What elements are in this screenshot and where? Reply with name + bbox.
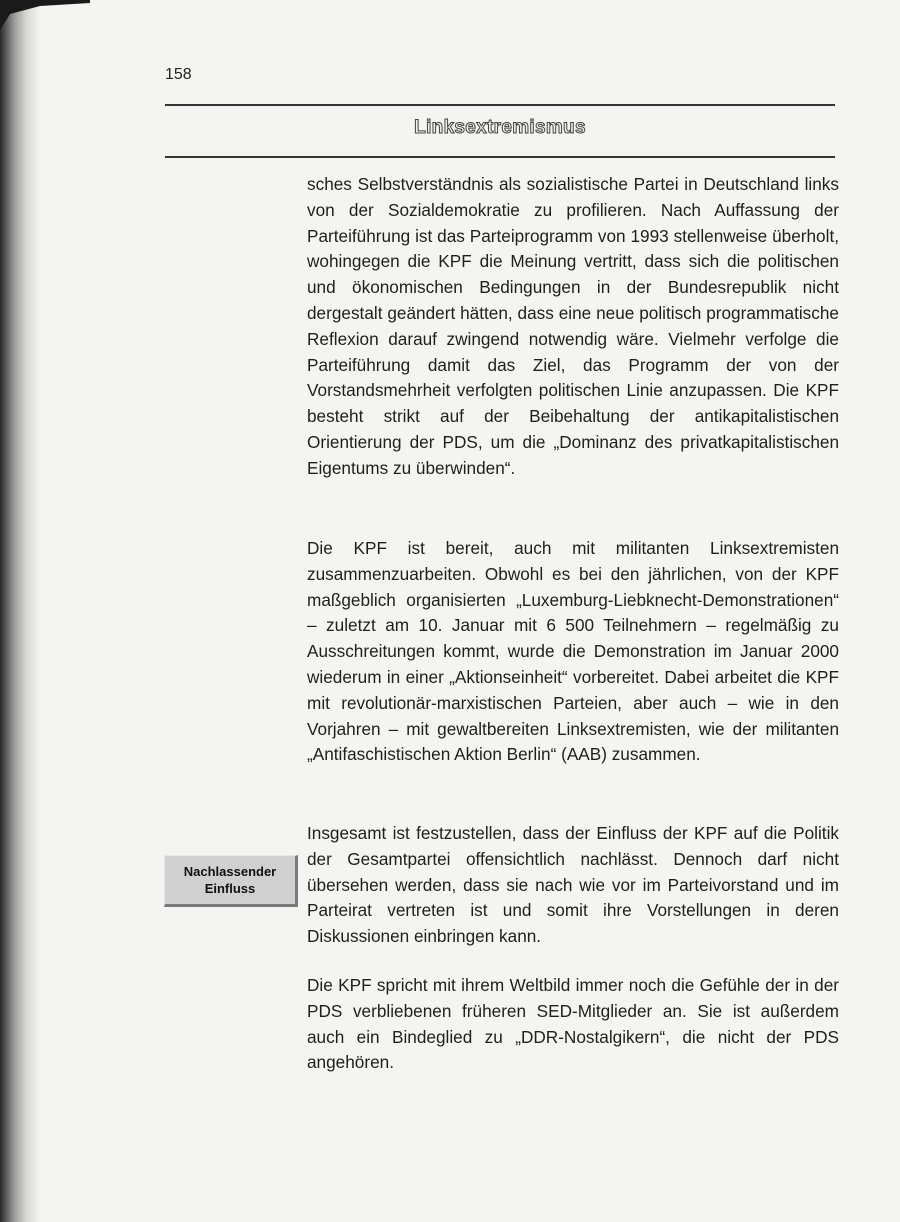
margin-note-box xyxy=(164,855,298,907)
body-paragraph: sches Selbstverständnis als sozialistische Partei in Deutschland links von der Sozialdemokratie zu profilieren. Nach Auffassung der Parteiführung ist das Parteiprogramm von 1993 stellenweise überholt, wohingegen die KPF die Meinung vertritt, dass sich die politischen und ökonomischen Bedingungen in der Bundesrepublik nicht dergestalt geändert hätten, dass eine neue politisch programmatische Reflexion darauf zwingend notwendig wäre. Vielmehr verfolge die Parteiführung damit das Ziel, das Programm der von der Vorstandsmehrheit verfolgten politischen Linie anzupassen. Die KPF besteht strikt auf der Beibehaltung der antikapitalistischen Orientierung der PDS, um die „Dominanz des privatkapitalistischen Eigentums zu überwinden“. xyxy=(307,174,839,478)
header-rule-bottom xyxy=(165,156,835,158)
scan-corner-mark xyxy=(0,0,90,30)
book-spine-shadow xyxy=(0,0,40,1222)
margin-note-label: Nachlassender Einfluss xyxy=(183,864,277,896)
body-paragraph: Die KPF ist bereit, auch mit militanten Linksextremisten zusammenzuarbeiten. Obwohl es bei den jährlichen, von der KPF maßgeblich organisierten „Luxemburg-Liebknecht-Demonstrationen“ – zuletzt am 10. Januar mit 6 500 Teilnehmern – regelmäßig zu Ausschreitungen kommt, wurde die Demonstration im Januar 2000 wiederum in einer „Aktionseinheit“ vorbereitet. Dabei arbeitet die KPF mit revolutionär-marxistischen Parteien, aber auch – wie in den Vorjahren – mit gewaltbereiten Linksextremisten, wie der militanten „Antifaschistischen Aktion Berlin“ (AAB) zusammen. xyxy=(307,538,839,765)
running-head: Linksextremismus xyxy=(414,117,586,138)
header-rule-top xyxy=(165,104,835,106)
body-paragraph: Insgesamt ist festzustellen, dass der Einfluss der KPF auf die Politik der Gesamtpartei offensichtlich nachlässt. Dennoch darf nicht übersehen werden, dass sie nach wie vor im Parteivorstand und im Parteirat vertreten ist und somit ihre Vorstellungen in deren Diskussionen einbringen kann. xyxy=(307,823,839,947)
page-number: 158 xyxy=(165,66,192,83)
body-paragraph: Die KPF spricht mit ihrem Weltbild immer noch die Gefühle der in der PDS verbliebenen früheren SED-Mitglieder an. Sie ist außerdem auch ein Bindeglied zu „DDR-Nostalgikern“, die nicht der PDS angehören. xyxy=(307,975,839,1073)
